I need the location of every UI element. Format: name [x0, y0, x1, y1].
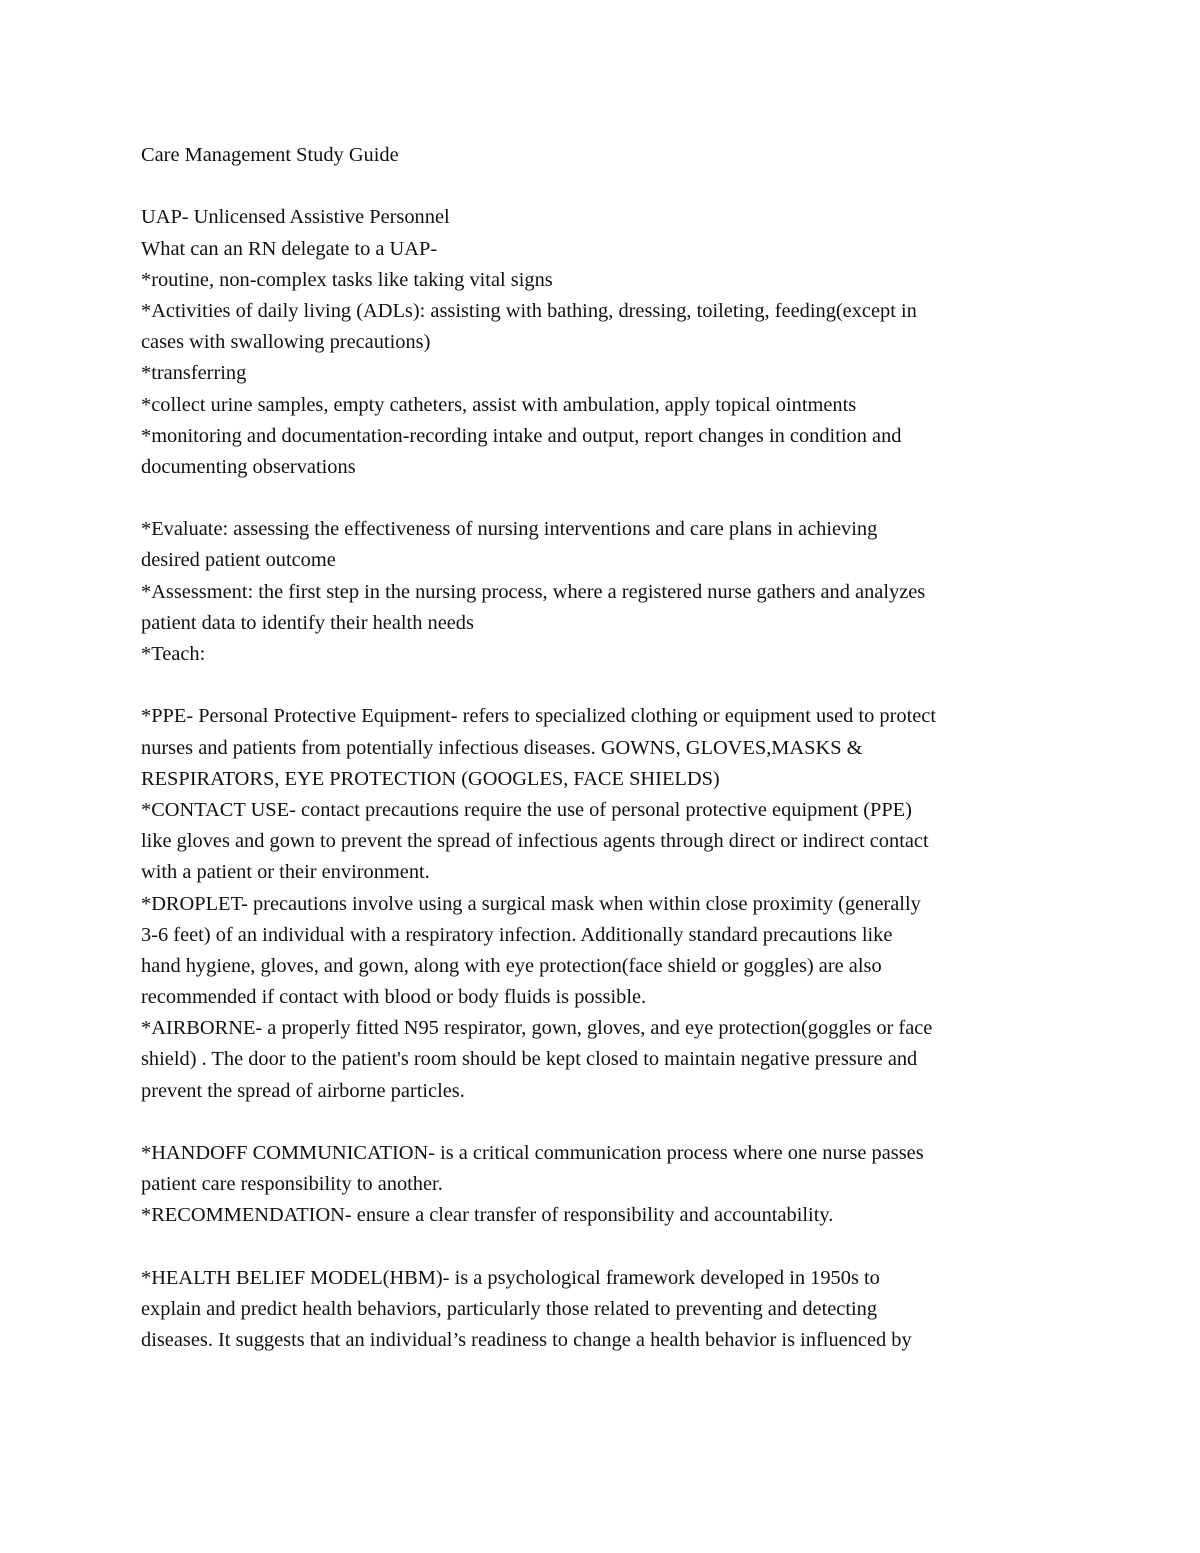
paragraph-spacer	[141, 1232, 1071, 1263]
paragraph-spacer	[141, 1107, 1071, 1138]
ppe-line: with a patient or their environment.	[141, 861, 430, 884]
uap-line: *transferring	[141, 362, 247, 385]
uap-line: documenting observations	[141, 455, 356, 478]
nursing-process-line: patient data to identify their health needs	[141, 611, 474, 634]
uap-line: *collect urine samples, empty catheters, assist with ambulation, apply topical ointments	[141, 393, 857, 416]
ppe-line: RESPIRATORS, EYE PROTECTION (GOOGLES, FACE SHIELDS)	[141, 767, 720, 790]
ppe-line: nurses and patients from potentially infectious diseases. GOWNS, GLOVES,MASKS &	[141, 736, 863, 759]
uap-section	[141, 202, 1071, 483]
nursing-process-line: *Assessment: the first step in the nursing process, where a registered nurse gathers and analyzes	[141, 580, 926, 603]
uap-line: cases with swallowing precautions)	[141, 331, 431, 354]
uap-line: *Activities of daily living (ADLs): assisting with bathing, dressing, toileting, feeding(except in	[141, 299, 917, 322]
nursing-process-line: desired patient outcome	[141, 549, 336, 572]
ppe-line: *PPE- Personal Protective Equipment- refers to specialized clothing or equipment used to protect	[141, 705, 937, 728]
ppe-line: shield) . The door to the patient's room should be kept closed to maintain negative pressure and	[141, 1048, 918, 1071]
ppe-line: 3-6 feet) of an individual with a respiratory infection. Additionally standard precautions like	[141, 923, 893, 946]
document-title: Care Management Study Guide	[141, 144, 399, 166]
document-body	[141, 140, 1071, 1356]
ppe-line: like gloves and gown to prevent the spread of infectious agents through direct or indirect contact	[141, 830, 929, 853]
uap-line: What can an RN delegate to a UAP-	[141, 237, 438, 260]
nursing-process-section	[141, 514, 1071, 670]
handoff-line: *HANDOFF COMMUNICATION- is a critical communication process where one nurse passes	[141, 1142, 924, 1164]
paragraph-spacer	[141, 171, 1071, 202]
handoff-section	[141, 1138, 1071, 1232]
ppe-line: *DROPLET- precautions involve using a surgical mask when within close proximity (generally	[141, 892, 921, 915]
ppe-line: prevent the spread of airborne particles.	[141, 1079, 465, 1102]
nursing-process-line: *Evaluate: assessing the effectiveness of nursing interventions and care plans in achieving	[141, 518, 878, 541]
uap-line: UAP- Unlicensed Assistive Personnel	[141, 206, 450, 229]
handoff-line: *RECOMMENDATION- ensure a clear transfer of responsibility and accountability.	[141, 1204, 834, 1227]
hbm-line: *HEALTH BELIEF MODEL(HBM)- is a psychological framework developed in 1950s to	[141, 1266, 880, 1289]
hbm-section	[141, 1263, 1071, 1357]
paragraph-spacer	[141, 483, 1071, 514]
paragraph-spacer	[141, 670, 1071, 701]
ppe-line: hand hygiene, gloves, and gown, along with eye protection(face shield or goggles) are also	[141, 954, 882, 977]
ppe-line: *CONTACT USE- contact precautions require the use of personal protective equipment (PPE)	[141, 798, 912, 821]
nursing-process-line: *Teach:	[141, 643, 206, 665]
uap-line: *routine, non-complex tasks like taking vital signs	[141, 268, 553, 291]
ppe-line: *AIRBORNE- a properly fitted N95 respirator, gown, gloves, and eye protection(goggles or face	[141, 1017, 933, 1040]
hbm-line: explain and predict health behaviors, particularly those related to preventing and detecting	[141, 1297, 878, 1320]
hbm-line: diseases. It suggests that an individual’s readiness to change a health behavior is influenced by	[141, 1329, 912, 1352]
uap-line: *monitoring and documentation-recording intake and output, report changes in condition and	[141, 424, 902, 447]
ppe-line: recommended if contact with blood or body fluids is possible.	[141, 986, 647, 1009]
ppe-section	[141, 701, 1071, 1106]
handoff-line: patient care responsibility to another.	[141, 1173, 443, 1196]
